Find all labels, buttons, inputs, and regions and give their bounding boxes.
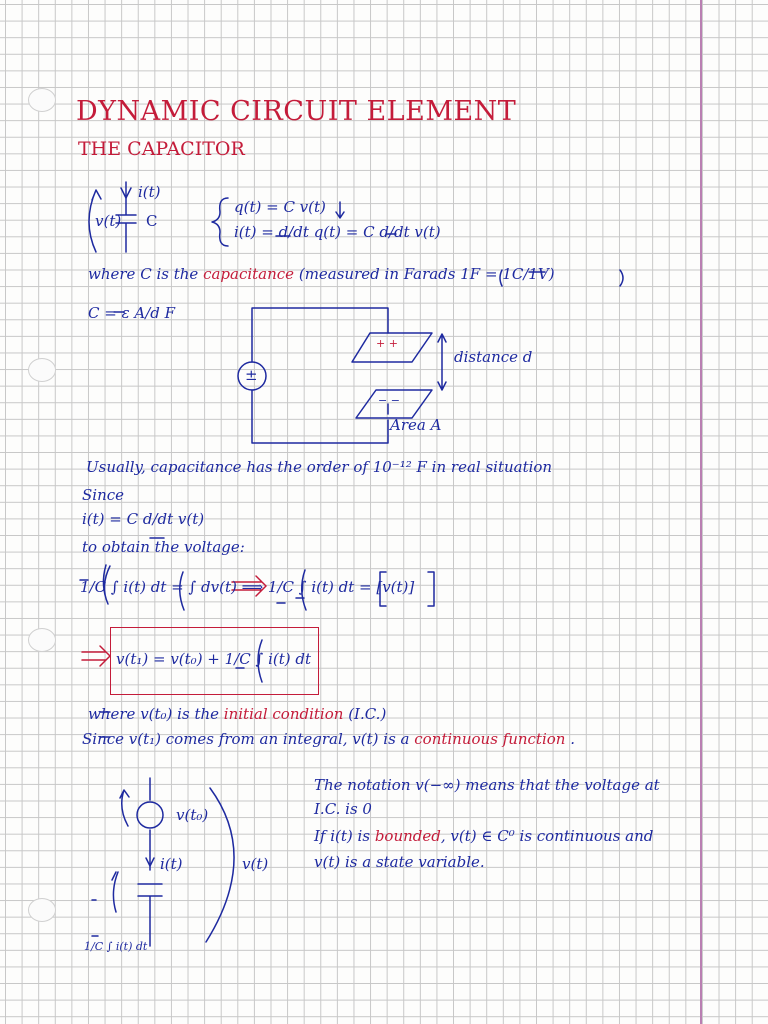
plate-circuit-wires [252,308,388,443]
obtain-label: to obtain the voltage: [82,538,245,556]
charge-equation: q(t) = C v(t) [234,198,326,216]
implies-arrow [336,202,344,218]
note-line-4: v(t) is a state variable. [314,853,485,871]
page-title: DYNAMIC CIRCUIT ELEMENT [76,96,517,127]
initial-condition-term: initial condition [223,705,344,723]
integral-equation: 1/C ∫ i(t) dt = ∫ dv(t) ⟹ 1/C ∫ i(t) dt = [v(t)] [80,578,415,596]
since-label: Since [82,486,125,504]
since-equation: i(t) = C d/dt v(t) [82,510,205,528]
page-subtitle: THE CAPACITOR [78,138,245,160]
initial-condition-line: where v(t₀) is the initial condition (I.C.) [88,705,387,723]
distance-arrow [438,334,446,390]
bounded-term: bounded [374,827,441,845]
note-line-2: I.C. is 0 [314,800,372,818]
plate-formula: C = ε A/d F [88,304,176,322]
note-line-3: If i(t) is bounded, v(t) ∈ C⁰ is continuous and [314,827,654,845]
capacitance-line: where C is the capacitance (measured in Farads 1F = 1C/1V) [88,265,555,283]
bottom-plate-charge: − − [378,394,400,407]
total-voltage-label: v(t) [242,855,269,873]
source-voltage-label: v(t₀) [176,806,209,824]
top-plate-charge: + + [376,337,398,350]
current-label-2: i(t) [160,855,183,873]
result-equation: v(t₁) = v(t₀) + 1/C ∫ i(t) dt [116,650,311,668]
capacitance-term: capacitance [203,265,295,283]
equation-brace [212,198,228,246]
voltage-label: v(t) [95,212,122,230]
result-arrow-red [82,646,110,666]
continuous-line: Since v(t₁) comes from an integral, v(t) is a continuous function . [82,730,576,748]
distance-label: distance d [454,348,533,366]
area-label: Area A [390,416,442,434]
continuous-term: continuous function [414,730,566,748]
current-equation: i(t) = d/dt q(t) = C d/dt v(t) [234,223,441,241]
capacitor-label: C [146,212,158,230]
source-symbol: ± [245,366,258,384]
usually-line: Usually, capacitance has the order of 10⁻¹² F in real situation [86,458,553,476]
integral-label: 1/C ∫ i(t) dt [84,940,148,953]
note-line-1: The notation v(−∞) means that the voltage at [314,776,660,794]
circuit2-source [137,802,163,828]
total-voltage-arc [206,788,234,942]
circuit2-wire [138,778,162,946]
current-label: i(t) [138,183,161,201]
